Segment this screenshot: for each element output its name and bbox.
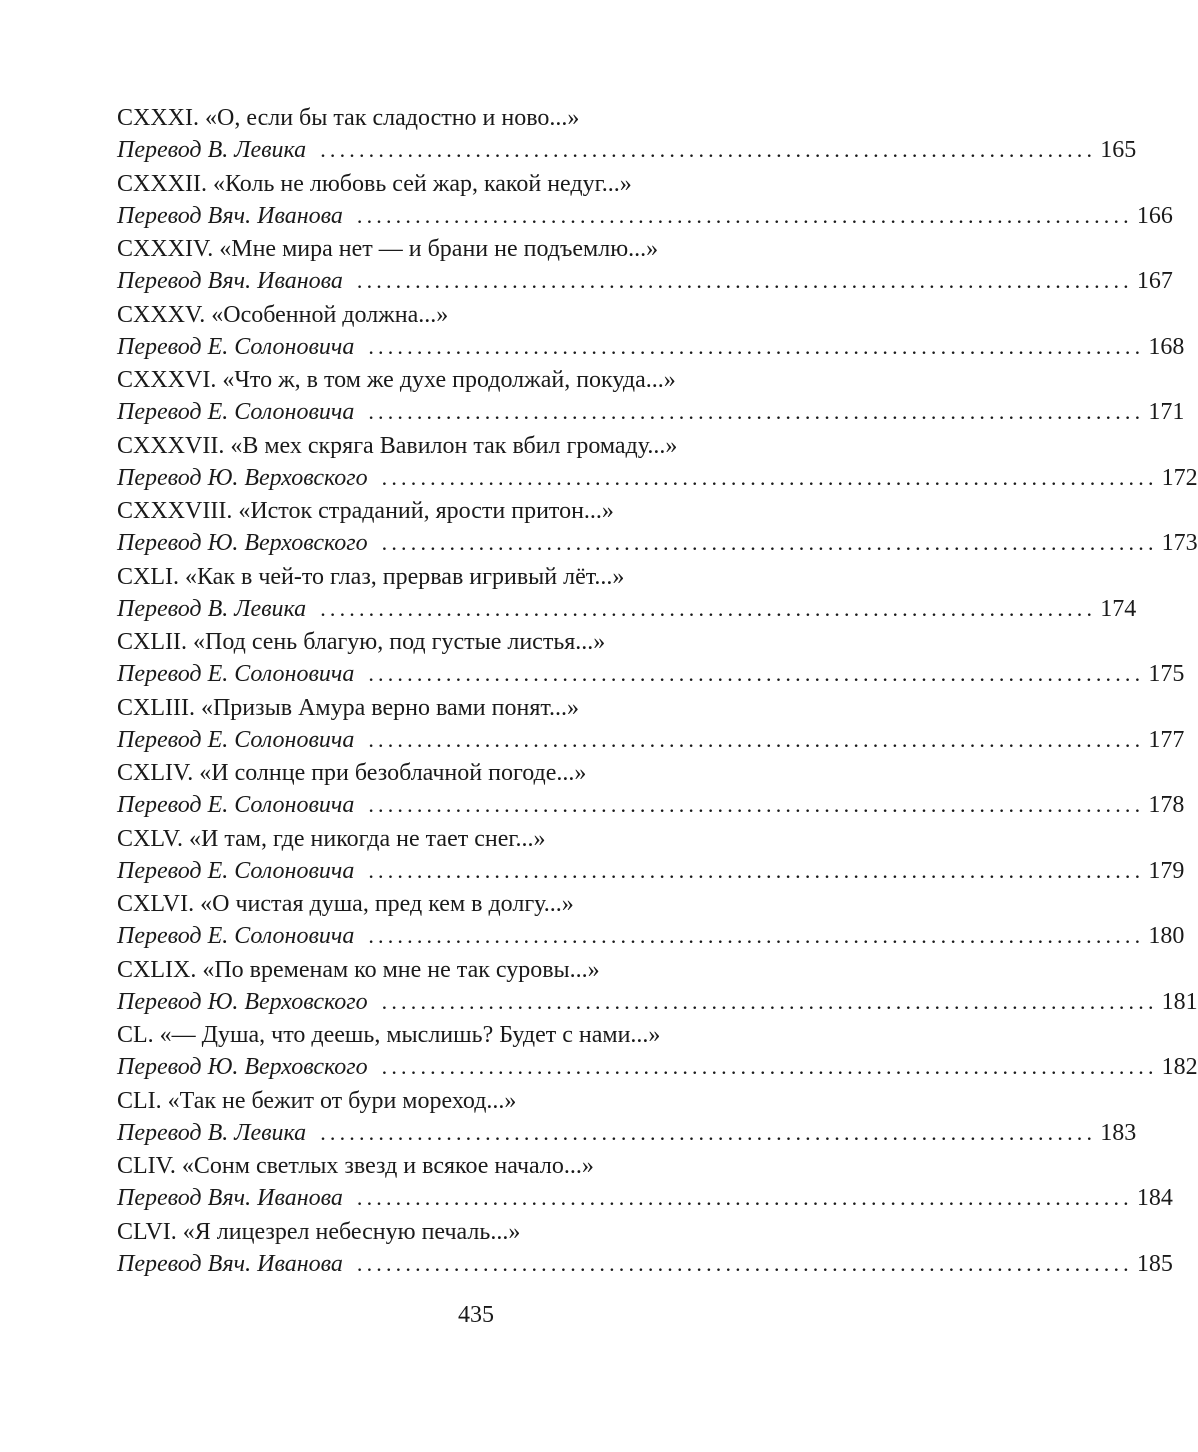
toc-entry-title: CLIV. «Сонм светлых звезд и всякое начало...» — [117, 1153, 594, 1179]
toc-entry-line — [117, 920, 1185, 952]
translator-credit: Перевод В. Левика — [117, 595, 307, 622]
toc-entry — [117, 888, 1185, 954]
toc-entry-title: CXXXII. «Коль не любовь сей жар, какой недуг...» — [117, 170, 632, 197]
toc-page-number: 166 — [1136, 202, 1173, 229]
toc-entry-line — [117, 462, 1198, 494]
toc-entry-line — [117, 200, 1173, 232]
toc-entry — [117, 954, 1198, 1020]
toc-entry-line — [117, 658, 1185, 690]
translator-credit: Перевод Е. Солоновича — [117, 333, 355, 360]
toc-page-number: 167 — [1136, 268, 1173, 294]
toc-entry-line — [117, 396, 1185, 428]
dot-leader: ................................................................................ — [320, 1119, 1097, 1145]
dot-leader: ................................................................................ — [356, 1185, 1133, 1210]
toc-entry-line — [117, 789, 1185, 821]
toc-entry — [117, 233, 1173, 299]
toc-entry-title: CXLIII. «Призыв Амура верно вами понят...» — [117, 694, 580, 721]
dot-leader: ................................................................................ — [368, 661, 1145, 686]
toc-entry-line — [117, 1182, 1173, 1214]
translator-credit: Перевод Е. Солоновича — [117, 923, 355, 949]
toc-entry-title: CXXXI. «О, если бы так сладостно и ново...» — [117, 105, 580, 131]
dot-leader: ................................................................................ — [381, 988, 1158, 1014]
dot-leader: ................................................................................ — [356, 202, 1133, 228]
translator-credit: Перевод Вяч. Иванова — [117, 202, 343, 229]
toc-page-number: 173 — [1161, 530, 1198, 556]
translator-credit: Перевод Вяч. Иванова — [117, 1185, 343, 1211]
translator-credit: Перевод Ю. Верховского — [117, 464, 368, 491]
translator-credit: Перевод Вяч. Иванова — [117, 1250, 343, 1277]
toc-entry — [117, 1150, 1173, 1216]
translator-credit: Перевод Ю. Верховского — [117, 530, 368, 556]
translator-credit: Перевод Ю. Верховского — [117, 1054, 368, 1080]
toc-page-number: 177 — [1148, 726, 1185, 753]
dot-leader: ................................................................................ — [381, 464, 1158, 490]
dot-leader: ................................................................................ — [356, 268, 1133, 293]
toc-page-number: 171 — [1148, 399, 1185, 425]
translator-credit: Перевод В. Левика — [117, 1119, 307, 1146]
toc-entry-line — [117, 1051, 1198, 1083]
toc-entry — [117, 1019, 1198, 1085]
dot-leader: ................................................................................ — [320, 595, 1097, 621]
table-of-contents — [117, 102, 1198, 1281]
toc-page-number: 172 — [1161, 464, 1198, 491]
toc-entry-title: CXLIX. «По временам ко мне не так суровы...» — [117, 956, 600, 983]
toc-entry-line — [117, 724, 1185, 756]
toc-entry — [117, 364, 1185, 430]
toc-entry-title: CXLVI. «О чистая душа, пред кем в долгу...» — [117, 891, 574, 917]
toc-entry-line — [117, 1117, 1137, 1149]
dot-leader: ................................................................................ — [368, 792, 1145, 817]
translator-credit: Перевод Вяч. Иванова — [117, 268, 343, 294]
toc-entry-line — [117, 265, 1173, 297]
toc-page-number: 178 — [1148, 792, 1185, 818]
toc-entry-title: CXXXVIII. «Исток страданий, ярости притон...» — [117, 498, 614, 524]
toc-entry-line — [117, 134, 1137, 166]
toc-entry-line — [117, 593, 1137, 625]
toc-entry-line — [117, 527, 1198, 559]
toc-page-number: 184 — [1136, 1185, 1173, 1211]
page-number: 435 — [458, 1302, 494, 1328]
translator-credit: Перевод Е. Солоновича — [117, 726, 355, 753]
translator-credit: Перевод Е. Солоновича — [117, 399, 355, 425]
toc-page-number: 168 — [1148, 333, 1185, 360]
toc-entry — [117, 102, 1137, 168]
toc-entry-title: CXLI. «Как в чей-то глаз, прервав игривый лёт...» — [117, 563, 625, 590]
toc-page-number: 179 — [1148, 857, 1185, 884]
toc-entry-title: CXLII. «Под сень благую, под густые листья...» — [117, 629, 606, 655]
translator-credit: Перевод В. Левика — [117, 137, 307, 163]
toc-page-number: 165 — [1100, 137, 1137, 163]
toc-page-number: 182 — [1161, 1054, 1198, 1080]
toc-entry — [117, 626, 1185, 692]
translator-credit: Перевод Е. Солоновича — [117, 792, 355, 818]
toc-entry-line — [117, 855, 1185, 887]
toc-entry-line — [117, 986, 1198, 1018]
toc-entry — [117, 1216, 1173, 1282]
toc-entry — [117, 299, 1185, 365]
toc-entry-title: CXXXIV. «Мне мира нет — и брани не подъемлю...» — [117, 236, 659, 262]
toc-entry — [117, 1085, 1137, 1151]
toc-entry-title: CXXXVI. «Что ж, в том же духе продолжай, покуда...» — [117, 367, 676, 393]
toc-page-number: 183 — [1100, 1119, 1137, 1146]
toc-page-number: 185 — [1136, 1250, 1173, 1277]
toc-entry — [117, 561, 1137, 627]
dot-leader: ................................................................................ — [320, 137, 1097, 162]
toc-entry-title: CXLV. «И там, где никогда не тает снег...» — [117, 825, 546, 852]
toc-entry-title: CLVI. «Я лицезрел небесную печаль...» — [117, 1218, 521, 1245]
toc-entry — [117, 757, 1185, 823]
toc-entry-title: CXLIV. «И солнце при безоблачной погоде...» — [117, 760, 587, 786]
toc-entry-title: CXXXVII. «В мех скряга Вавилон так вбил громаду...» — [117, 432, 678, 459]
toc-entry — [117, 430, 1198, 496]
dot-leader: ................................................................................ — [381, 530, 1158, 555]
dot-leader: ................................................................................ — [368, 399, 1145, 424]
dot-leader: ................................................................................ — [368, 923, 1145, 948]
toc-entry-line — [117, 1248, 1173, 1280]
translator-credit: Перевод Е. Солоновича — [117, 857, 355, 884]
toc-page-number: 175 — [1148, 661, 1185, 687]
toc-entry — [117, 495, 1198, 561]
dot-leader: ................................................................................ — [368, 333, 1145, 359]
toc-entry-title: CLI. «Так не бежит от бури мореход...» — [117, 1087, 517, 1114]
translator-credit: Перевод Ю. Верховского — [117, 988, 368, 1015]
toc-entry — [117, 692, 1185, 758]
toc-page-number: 174 — [1100, 595, 1137, 622]
dot-leader: ................................................................................ — [368, 857, 1145, 883]
toc-entry-title: CXXXV. «Особенной должна...» — [117, 301, 449, 328]
toc-entry — [117, 168, 1173, 234]
toc-page-number: 181 — [1161, 988, 1198, 1015]
dot-leader: ................................................................................ — [381, 1054, 1158, 1079]
toc-page-number: 180 — [1148, 923, 1185, 949]
toc-entry-line — [117, 331, 1185, 363]
translator-credit: Перевод Е. Солоновича — [117, 661, 355, 687]
dot-leader: ................................................................................ — [368, 726, 1145, 752]
toc-entry-title: CL. «— Душа, что деешь, мыслишь? Будет с нами...» — [117, 1022, 661, 1048]
toc-entry — [117, 823, 1185, 889]
dot-leader: ................................................................................ — [356, 1250, 1133, 1276]
